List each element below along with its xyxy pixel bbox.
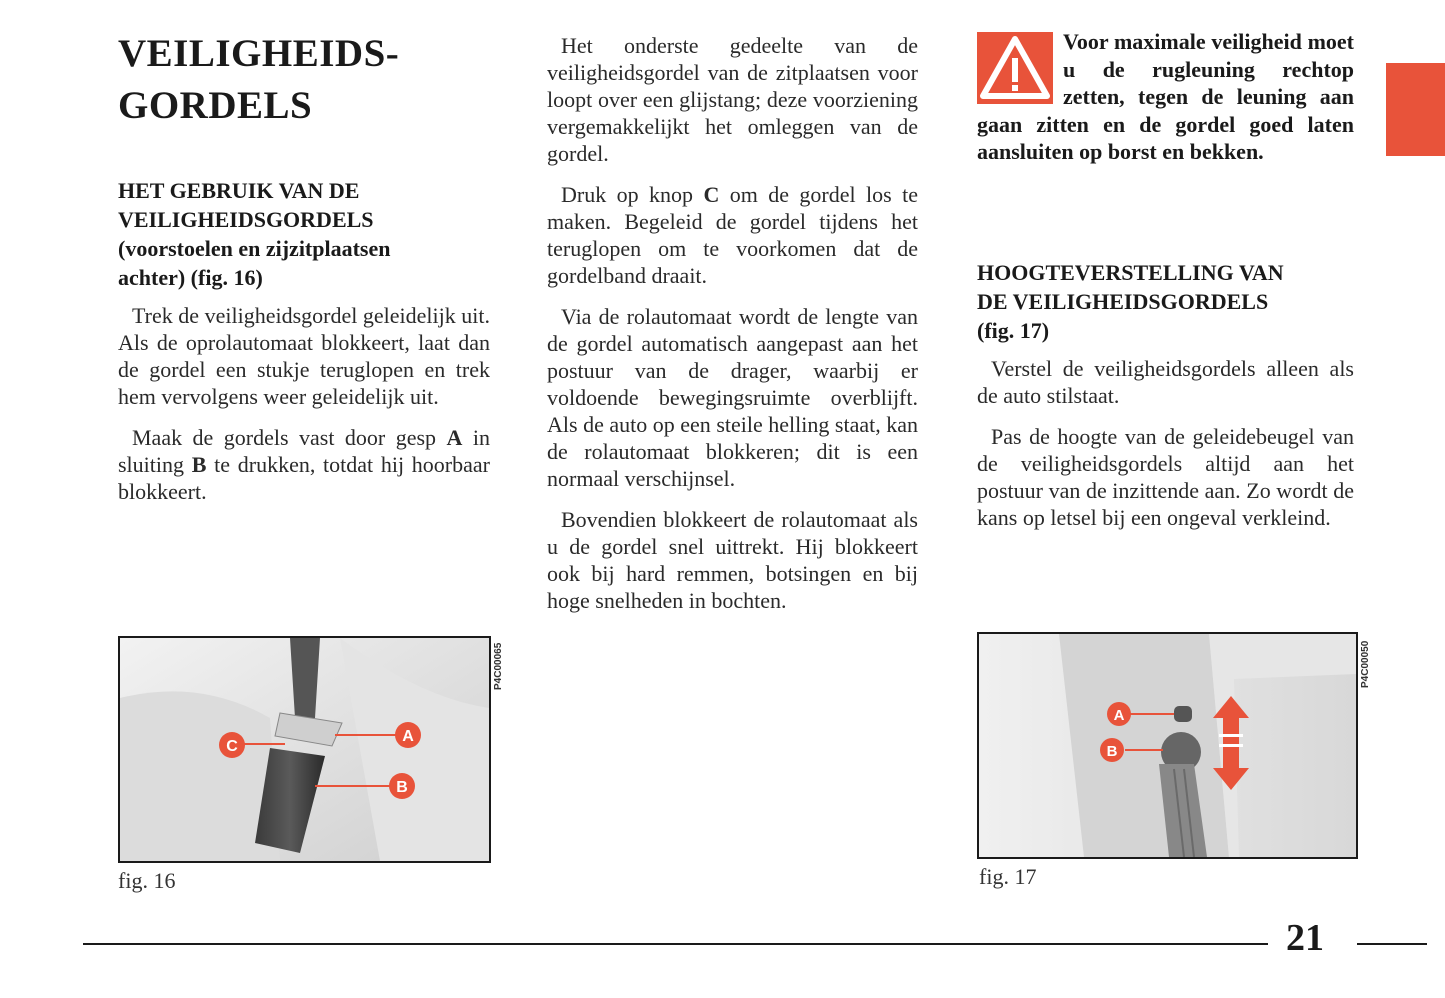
callout-a-label: A: [402, 728, 414, 745]
paragraph: Pas de hoogte van de geleidebeugel van de veiligheidsgordels altijd aan het postuur van de inzittende aan. Zo wordt de kans op letsel bij een ongeval verkleind.: [977, 423, 1354, 530]
text: om de gordel los te maken. Begeleid de gordel tijdens het teruglopen om te voorkomen dat de gordelband draait.: [547, 182, 918, 288]
heading-line: VEILIGHEIDSGORDELS: [118, 207, 374, 232]
paragraph: Het onderste gedeelte van de veiligheidsgordel van de zitplaatsen voor loopt over een glijstang; deze voorziening vergemakkelijkt het omleggen van de gordel.: [547, 33, 918, 166]
paragraph: Bovendien blokkeert de rolautomaat als u de gordel snel uittrekt. Hij blokkeert ook bij hard remmen, botsingen en bij hoge snelheden in bochten.: [547, 507, 918, 613]
column-middle: [547, 32, 918, 628]
paragraph: Via de rolautomaat wordt de lengte van de gordel automatisch aangepast aan het postuur van de drager, waarbij er voldoende bewegingsruimte overblijft. Als de auto op een steile helling staat, kan de rolautomaat blokkeren; dit is een normaal verschijnsel.: [547, 304, 918, 491]
figure-17-code: P4C00050: [1360, 640, 1371, 688]
callout-b-label: B: [1106, 743, 1118, 760]
text: in sluiting: [118, 425, 490, 477]
heading-line: (voorstoelen en zijzitplaatsen: [118, 236, 391, 261]
text: Maak de gordels vast door gesp: [132, 425, 447, 450]
paragraph: [118, 424, 490, 505]
callout-c-label: C: [226, 738, 238, 755]
label-c: C: [703, 182, 720, 207]
title-line-2: GORDELS: [118, 84, 313, 127]
paragraph: Verstel de veiligheidsgordels alleen als de auto stilstaat.: [977, 355, 1354, 408]
figure-16-code: P4C00065: [493, 642, 504, 690]
text: Druk op knop: [561, 182, 704, 207]
figure-16-caption: fig. 16: [118, 868, 176, 893]
title-line-1: VEILIGHEIDS-: [118, 32, 400, 75]
callout-a-label: A: [1113, 707, 1125, 724]
page-title: [118, 28, 490, 132]
warning-icon: [977, 32, 1053, 104]
heading-line: achter) (fig. 16): [118, 265, 263, 290]
label-b: B: [191, 452, 207, 477]
seatbelt-buckle-illustration: [120, 638, 489, 861]
section-heading-usage: [118, 176, 490, 292]
heading-line: (fig. 17): [977, 317, 1050, 343]
warning-box: [977, 28, 1354, 166]
heading-line: HOOGTEVERSTELLING VAN: [977, 259, 1284, 285]
paragraph: [547, 181, 918, 289]
section-heading-height-adjust: [977, 258, 1354, 345]
figure-17: [977, 632, 1358, 859]
belt-height-adjuster-illustration: [979, 634, 1356, 857]
text: te drukken, totdat hij hoorbaar blokkeert.: [118, 452, 490, 504]
heading-line: HET GEBRUIK VAN DE: [118, 178, 360, 203]
figure-16: [118, 636, 491, 863]
label-a: A: [446, 425, 463, 450]
callout-b-label: B: [396, 779, 408, 796]
page-number: 21: [1286, 917, 1324, 959]
chapter-tab: [1386, 63, 1445, 156]
column-left: [118, 28, 490, 519]
footer-rule-right: [1357, 943, 1427, 945]
paragraph: Trek de veiligheidsgordel geleidelijk uit. Als de oprolautomaat blokkeert, laat dan de gordel een stukje teruglopen en trek hem vervolgens weer geleidelijk uit.: [118, 303, 490, 409]
warning-text: Voor maximale veiligheid moet u de rugleuning rechtop zetten, tegen de leuning aan gaan zitten en de gordel goed laten aansluiten op borst en bekken.: [977, 29, 1354, 164]
figure-17-caption: fig. 17: [979, 864, 1037, 889]
footer-rule-left: [83, 943, 1268, 945]
column-right: [977, 28, 1354, 545]
heading-line: DE VEILIGHEIDSGORDELS: [977, 288, 1269, 314]
